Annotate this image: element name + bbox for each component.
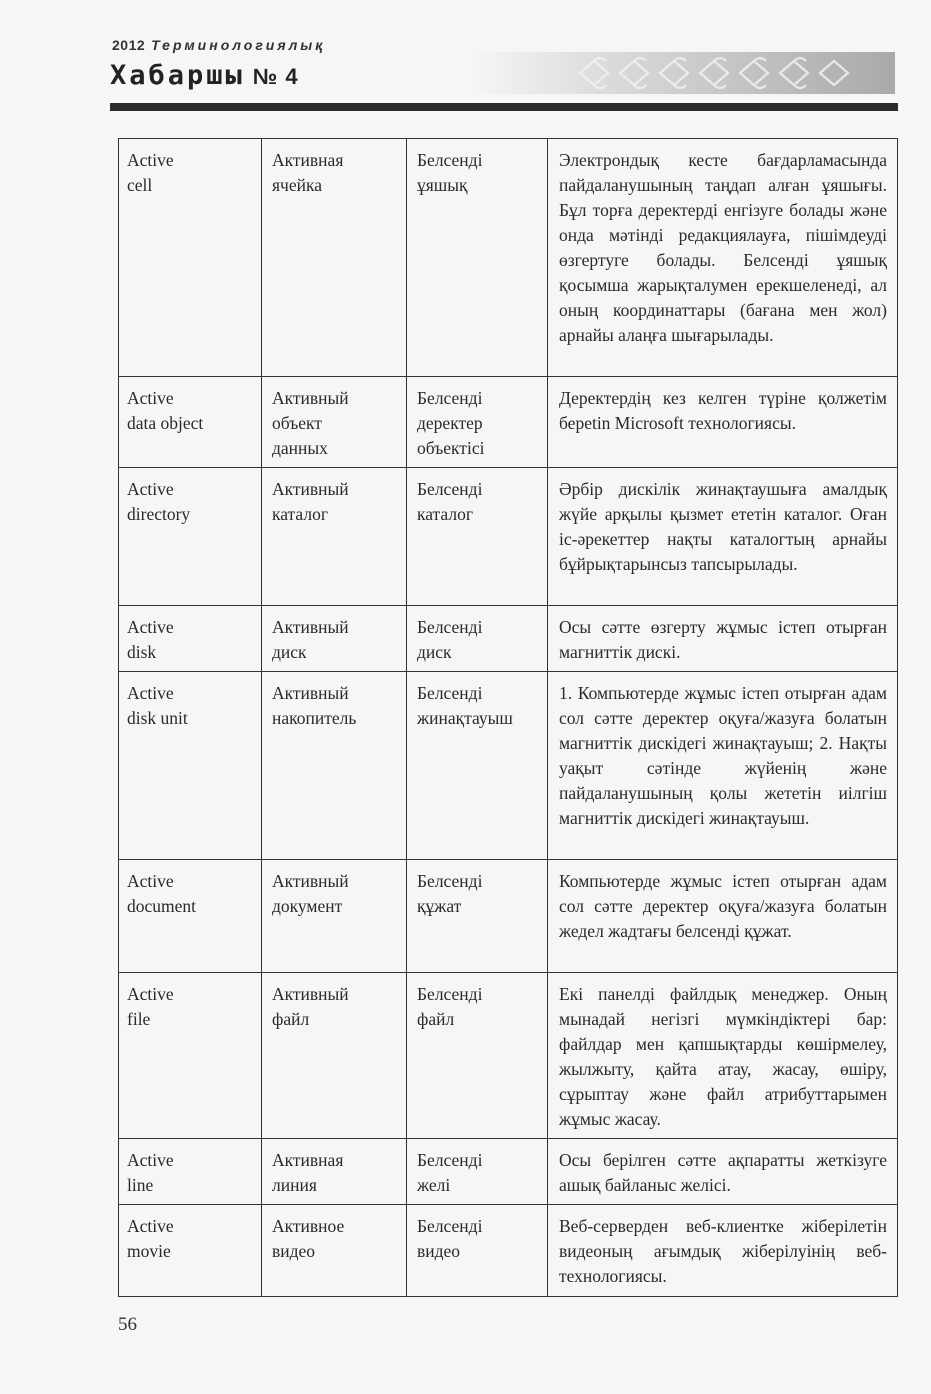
term-kazakh: Белсенді деректер объектісі: [407, 377, 548, 468]
term-kazakh: Белсенді ұяшық: [407, 139, 548, 377]
term-kazakh: Белсенді каталог: [407, 468, 548, 606]
table-row: [119, 606, 898, 672]
term-kazakh: Белсенді жинақтауыш: [407, 672, 548, 860]
term-russian: Активная линия: [262, 1139, 407, 1205]
term-russian: Активное видео: [262, 1205, 407, 1297]
term-russian: Активный документ: [262, 860, 407, 973]
header-issue-number: № 4: [252, 64, 299, 89]
term-definition: Әрбір дискілік жинақтаушыға амалдық жүйе арқылы қызмет ететін каталог. Оған іс-әрекеттер нақты каталогтың арнайы бұйрықтарынсыз тапсырылады.: [548, 468, 898, 606]
term-kazakh: Белсенді құжат: [407, 860, 548, 973]
term-kazakh: Белсенді видео: [407, 1205, 548, 1297]
term-kazakh: Белсенді желі: [407, 1139, 548, 1205]
term-english: Active movie: [119, 1205, 262, 1297]
term-english: Active data object: [119, 377, 262, 468]
term-definition: Осы берілген сәтте ақпаратты жеткізуге ашық байланыс желісі.: [548, 1139, 898, 1205]
term-definition: Деректердің кез келген түріне қолжетім берetin Microsoft технологиясы.: [548, 377, 898, 468]
table-row: [119, 672, 898, 860]
table-row: [119, 139, 898, 377]
header-year: 2012: [112, 37, 146, 53]
term-definition: Екі панелді файлдық менеджер. Оның мынадай негізгі мүмкіндіктері бар: файлдар мен қапшықтарды көшірмелеу, жылжыту, қайта атау, жасау, өшіру, сұрыптау және файл атрибуттарымен жұмыс жасау.: [548, 973, 898, 1139]
term-kazakh: Белсенді диск: [407, 606, 548, 672]
term-english: Active disk unit: [119, 672, 262, 860]
table-row: [119, 377, 898, 468]
table-row: [119, 1205, 898, 1297]
header-title: [110, 60, 299, 91]
term-definition: Осы сәтте өзгерту жұмыс істеп отырған магниттік дискі.: [548, 606, 898, 672]
term-english: Active line: [119, 1139, 262, 1205]
table-row: [119, 1139, 898, 1205]
term-russian: Активный объект данных: [262, 377, 407, 468]
header-ornament: [470, 52, 895, 94]
term-english: Active directory: [119, 468, 262, 606]
term-english: Active file: [119, 973, 262, 1139]
term-russian: Активная ячейка: [262, 139, 407, 377]
header-title-text: Хабаршы: [110, 60, 245, 91]
term-russian: Активный диск: [262, 606, 407, 672]
table-row: [119, 860, 898, 973]
term-kazakh: Белсенді файл: [407, 973, 548, 1139]
term-definition: Компьютерде жұмыс істеп отырған адам сол сәтте деректер оқуға/жазуға болатын жедел жадтағы белсенді құжат.: [548, 860, 898, 973]
term-english: Active cell: [119, 139, 262, 377]
term-russian: Активный накопитель: [262, 672, 407, 860]
terminology-table: [118, 138, 898, 1297]
term-russian: Активный каталог: [262, 468, 407, 606]
term-english: Active disk: [119, 606, 262, 672]
term-definition: 1. Компьютерде жұмыс істеп отырған адам сол сәтте деректер оқуға/жазуға болатын магниттік дискідегі жинақтауыш; 2. Нақты уақыт сәтінде жүйенің және пайдаланушының қолы жететін иілгіш магниттік дискідегі жинақтауыш.: [548, 672, 898, 860]
term-english: Active document: [119, 860, 262, 973]
header-year-series: [112, 37, 325, 53]
table-row: [119, 468, 898, 606]
term-definition: Веб-серверден веб-клиентке жіберілетін видеоның ағымдық жіберілуінің веб-технологиясы.: [548, 1205, 898, 1297]
table-row: [119, 973, 898, 1139]
header-series: Терминологиялық: [151, 37, 326, 53]
term-russian: Активный файл: [262, 973, 407, 1139]
page-number: 56: [118, 1314, 137, 1335]
term-definition: Электрондық кесте бағдарламасында пайдаланушының таңдап алған ұяшығы. Бұл торға деректерді енгізуге болады және онда мәтінді редакциялауға, пішімдеуді өзгертуге болады. Белсенді ұяшық қосымша жарықталумен ерекшеленеді, ал оның координаттары (бағана мен жол) арнайы алаңға шығарылады.: [548, 139, 898, 377]
header-rule: [110, 103, 898, 111]
